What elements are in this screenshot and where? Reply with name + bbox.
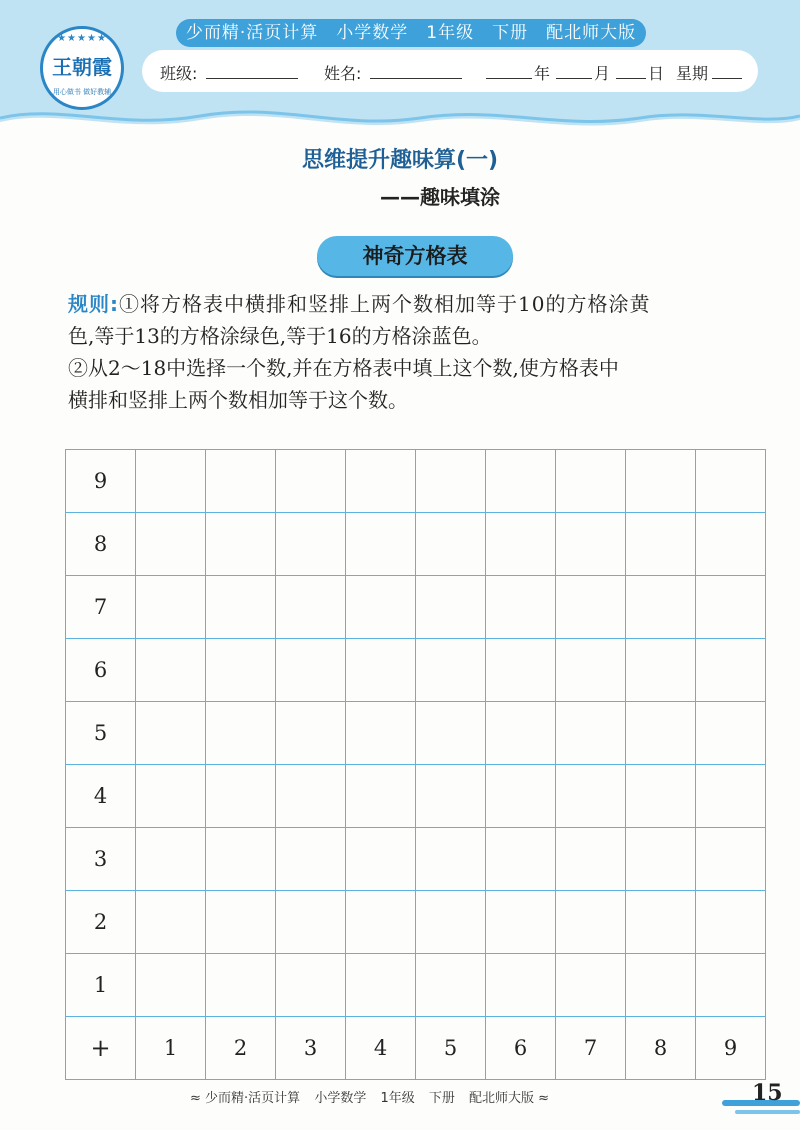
logo-text: 王朝霞 (52, 55, 112, 79)
row-header: 1 (66, 954, 136, 1017)
grid-cell[interactable] (206, 639, 276, 702)
row-header: 4 (66, 765, 136, 828)
grid-cell[interactable] (206, 450, 276, 513)
rule-1-line-2: 色,等于13的方格涂绿色,等于16的方格涂蓝色。 (68, 324, 492, 348)
footer-series: ≈ 少而精·活页计算 (190, 1091, 301, 1106)
grid-cell[interactable] (276, 954, 346, 1017)
grid-cell[interactable] (206, 891, 276, 954)
column-header: 2 (206, 1017, 276, 1080)
rules-text (68, 288, 758, 416)
column-header: 1 (136, 1017, 206, 1080)
grid-cell[interactable] (136, 702, 206, 765)
grid-cell[interactable] (276, 828, 346, 891)
grid-cell[interactable] (136, 513, 206, 576)
grid-cell[interactable] (416, 576, 486, 639)
grid-cell[interactable] (556, 765, 626, 828)
grid-cell[interactable] (696, 513, 766, 576)
grid-cell[interactable] (416, 639, 486, 702)
grid-cell[interactable] (626, 828, 696, 891)
row-header: 3 (66, 828, 136, 891)
footer-edition: 配北师大版 ≈ (469, 1091, 550, 1106)
plus-sign-corner: + (66, 1017, 136, 1080)
page-bar-decoration-2 (735, 1110, 800, 1114)
grid-cell[interactable] (206, 702, 276, 765)
grid-row (66, 828, 766, 891)
grid-cell[interactable] (346, 576, 416, 639)
grid-cell[interactable] (136, 639, 206, 702)
grid-row (66, 450, 766, 513)
grid-cell[interactable] (416, 765, 486, 828)
grid-cell[interactable] (136, 828, 206, 891)
grid-cell[interactable] (626, 576, 696, 639)
rule-1-text: ①将方格表中横排和竖排上两个数相加等于10的方格涂黄 (119, 292, 651, 316)
grid-cell[interactable] (416, 513, 486, 576)
grid-cell[interactable] (696, 765, 766, 828)
month-field[interactable] (556, 78, 592, 79)
grid-cell[interactable] (276, 765, 346, 828)
brand-logo (40, 26, 124, 110)
month-label: 月 (594, 64, 611, 83)
column-header: 5 (416, 1017, 486, 1080)
grid-row (66, 954, 766, 1017)
grid-cell[interactable] (626, 513, 696, 576)
grid-cell[interactable] (626, 702, 696, 765)
grid-cell[interactable] (416, 702, 486, 765)
grid-cell[interactable] (276, 513, 346, 576)
grid-cell[interactable] (486, 450, 556, 513)
row-header: 6 (66, 639, 136, 702)
grid-cell[interactable] (416, 891, 486, 954)
student-info-bar (142, 50, 758, 92)
grid-cell[interactable] (696, 576, 766, 639)
grid-cell[interactable] (136, 954, 206, 1017)
grid-cell[interactable] (626, 450, 696, 513)
weekday-field[interactable] (712, 78, 742, 79)
row-header: 7 (66, 576, 136, 639)
footer (190, 1087, 620, 1106)
grid-cell[interactable] (206, 765, 276, 828)
grid-cell[interactable] (556, 954, 626, 1017)
grid-cell[interactable] (206, 513, 276, 576)
grid-row (66, 639, 766, 702)
grid-cell[interactable] (556, 450, 626, 513)
grid-cell[interactable] (276, 702, 346, 765)
wave-decoration (0, 100, 800, 128)
grid-cell[interactable] (486, 702, 556, 765)
grid-cell[interactable] (346, 639, 416, 702)
grid-cell[interactable] (346, 702, 416, 765)
day-field[interactable] (616, 78, 646, 79)
rule-2-line-2: 横排和竖排上两个数相加等于这个数。 (68, 388, 408, 412)
logo-subtext: 用心做书 做好教辅 (52, 88, 112, 96)
section-heading: 神奇方格表 (317, 236, 513, 276)
row-header: 5 (66, 702, 136, 765)
column-header: 8 (626, 1017, 696, 1080)
grid-cell[interactable] (486, 828, 556, 891)
grid-cell[interactable] (626, 765, 696, 828)
page-number: 15 (752, 1080, 783, 1106)
grid-cell[interactable] (486, 639, 556, 702)
grid-cell[interactable] (696, 639, 766, 702)
class-field[interactable] (206, 78, 298, 79)
grid-cell[interactable] (486, 513, 556, 576)
grid-cell[interactable] (276, 576, 346, 639)
grid-cell[interactable] (626, 639, 696, 702)
grid-cell[interactable] (556, 828, 626, 891)
column-header: 9 (696, 1017, 766, 1080)
grid-cell[interactable] (626, 891, 696, 954)
grid-cell[interactable] (556, 513, 626, 576)
grid-cell[interactable] (696, 828, 766, 891)
grid-cell[interactable] (696, 702, 766, 765)
grid-cell[interactable] (136, 450, 206, 513)
grid-cell[interactable] (556, 576, 626, 639)
grid-cell[interactable] (556, 639, 626, 702)
row-header: 2 (66, 891, 136, 954)
row-header: 9 (66, 450, 136, 513)
year-field[interactable] (486, 78, 532, 79)
grid-cell[interactable] (486, 891, 556, 954)
grid-cell[interactable] (556, 891, 626, 954)
grid-cell[interactable] (346, 954, 416, 1017)
grid-cell[interactable] (556, 702, 626, 765)
grid-cell[interactable] (486, 576, 556, 639)
day-label: 日 (648, 64, 665, 83)
grid-cell[interactable] (486, 765, 556, 828)
grid-row (66, 765, 766, 828)
name-field[interactable] (370, 78, 462, 79)
rule-1-line-1 (68, 288, 758, 320)
grid-cell[interactable] (416, 954, 486, 1017)
column-header: 7 (556, 1017, 626, 1080)
column-header: 4 (346, 1017, 416, 1080)
grid-cell[interactable] (696, 450, 766, 513)
column-header-row (66, 1017, 766, 1080)
grid-cell[interactable] (696, 891, 766, 954)
footer-grade: 1年级 (380, 1091, 415, 1106)
grid-cell[interactable] (346, 828, 416, 891)
grid-cell[interactable] (416, 828, 486, 891)
footer-subject: 小学数学 (314, 1091, 367, 1106)
grid-cell[interactable] (276, 891, 346, 954)
grid-cell[interactable] (276, 639, 346, 702)
weekday-label: 星期 (676, 64, 709, 83)
logo-stars: ★★★★★ (57, 33, 107, 44)
grid-row (66, 576, 766, 639)
grid-row (66, 513, 766, 576)
grid-cell[interactable] (626, 954, 696, 1017)
year-label: 年 (534, 64, 551, 83)
grid-cell[interactable] (346, 891, 416, 954)
rule-2-line-1: ②从2～18中选择一个数,并在方格表中填上这个数,使方格表中 (68, 356, 619, 380)
series-title: 少而精·活页计算 小学数学 1年级 下册 配北师大版 (176, 19, 646, 47)
grid-cell[interactable] (346, 513, 416, 576)
rules-label: 规则: (68, 292, 119, 316)
name-label: 姓名: (324, 64, 362, 83)
grid-cell[interactable] (346, 765, 416, 828)
grid-cell[interactable] (136, 765, 206, 828)
row-header: 8 (66, 513, 136, 576)
grid-cell[interactable] (276, 450, 346, 513)
grid-cell[interactable] (696, 954, 766, 1017)
grid-cell[interactable] (486, 954, 556, 1017)
grid-cell[interactable] (136, 891, 206, 954)
column-header: 6 (486, 1017, 556, 1080)
grid-row (66, 702, 766, 765)
addition-grid (65, 449, 766, 1080)
column-header: 3 (276, 1017, 346, 1080)
footer-volume: 下册 (428, 1091, 455, 1106)
grid-cell[interactable] (206, 828, 276, 891)
page-title: 思维提升趣味算(一) (301, 148, 499, 173)
grid-cell[interactable] (136, 576, 206, 639)
grid-row (66, 891, 766, 954)
class-label: 班级: (160, 64, 198, 83)
grid-cell[interactable] (206, 954, 276, 1017)
grid-cell[interactable] (416, 450, 486, 513)
grid-cell[interactable] (206, 576, 276, 639)
grid-cell[interactable] (346, 450, 416, 513)
page-subtitle: ——趣味填涂 (380, 185, 500, 209)
